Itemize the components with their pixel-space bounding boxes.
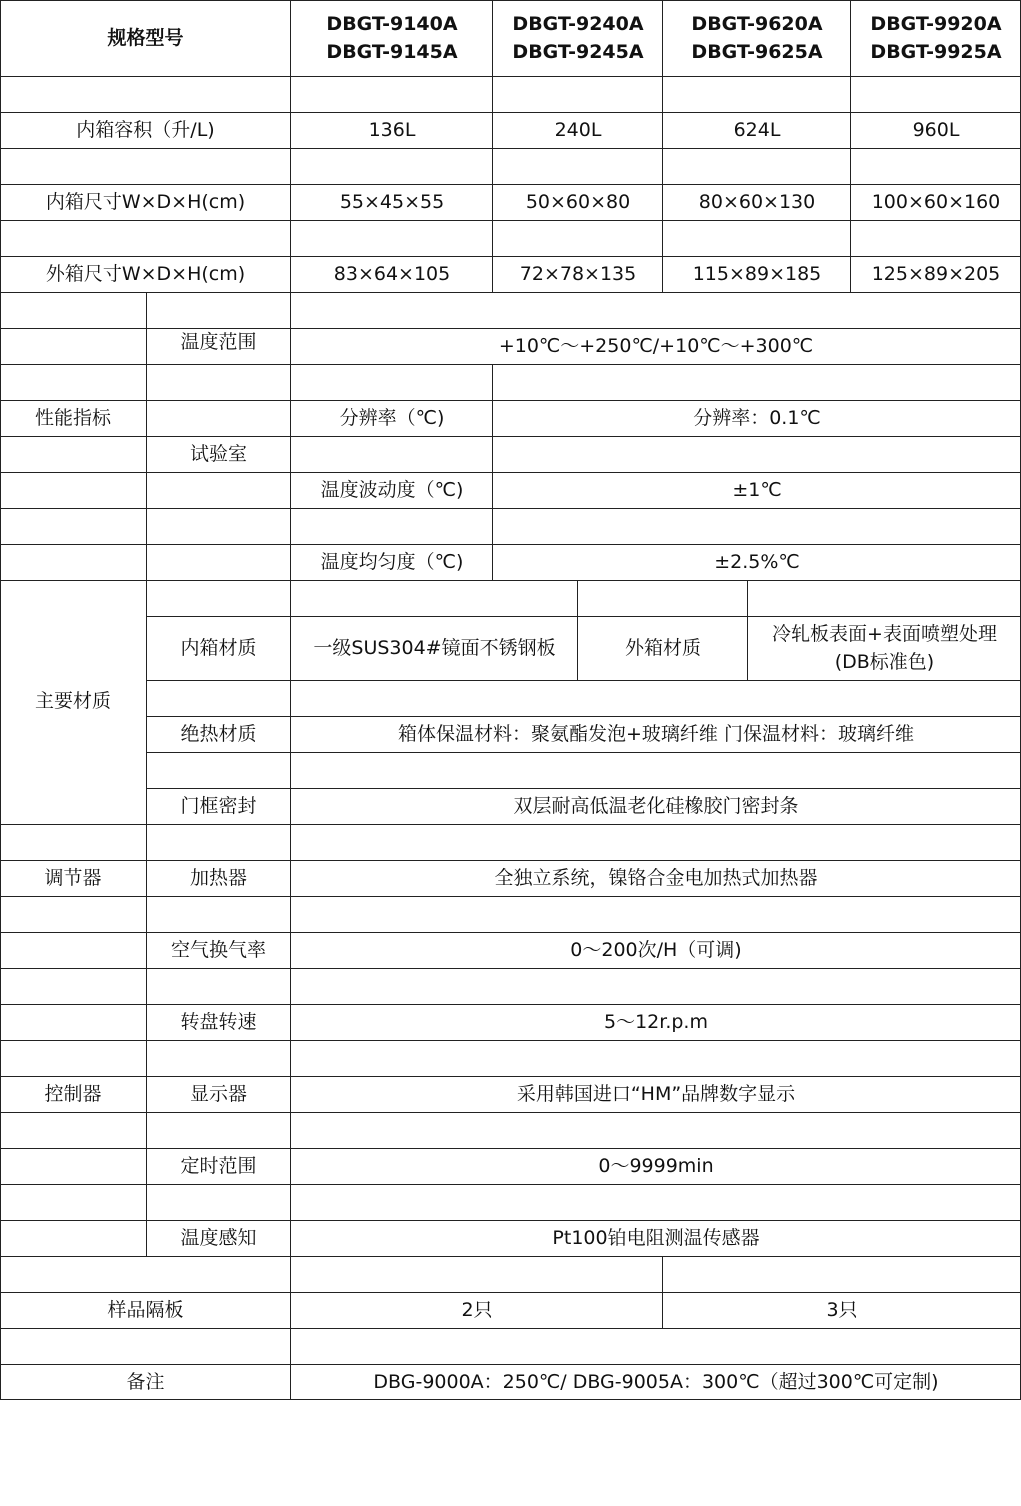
grid-line — [0, 1148, 1021, 1149]
inner-material-value: 一级SUS304#镜面不锈钢板 — [313, 637, 556, 659]
grid-line — [0, 1292, 1021, 1293]
grid-line — [0, 220, 1021, 221]
grid-line — [492, 364, 493, 580]
inner-size-value: 50×60×80 — [525, 191, 631, 213]
inner-material-label: 内箱材质 — [180, 637, 257, 659]
grid-line — [0, 1220, 1021, 1221]
grid-line — [0, 184, 1021, 185]
grid-line — [146, 716, 1021, 717]
grid-line — [290, 0, 291, 1400]
inner-size-label: 内箱尺寸W×D×H(cm) — [45, 191, 246, 213]
grid-line — [747, 580, 748, 680]
grid-line — [146, 616, 1021, 617]
sensor-label: 温度感知 — [180, 1227, 257, 1249]
insulation-value: 箱体保温材料：聚氨酯发泡+玻璃纤维 门保温材料：玻璃纤维 — [398, 723, 914, 745]
grid-line — [146, 292, 147, 1256]
grid-line — [0, 1112, 1021, 1113]
uniformity-label: 温度均匀度（℃) — [320, 551, 464, 573]
outer-material-label: 外箱材质 — [624, 637, 701, 659]
grid-line — [0, 400, 1021, 401]
display-label: 显示器 — [189, 1083, 247, 1105]
shelves-label: 样品隔板 — [107, 1299, 184, 1321]
outer-size-value: 125×89×205 — [871, 263, 1001, 285]
grid-line — [577, 580, 578, 680]
grid-line — [0, 112, 1021, 113]
grid-line — [0, 1364, 1021, 1365]
resolution-value: 分辨率：0.1℃ — [693, 407, 821, 429]
grid-line — [0, 256, 1021, 257]
grid-line — [0, 0, 1, 1400]
inner-size-value: 80×60×130 — [698, 191, 816, 213]
grid-line — [0, 472, 1021, 473]
inner-volume-value: 624L — [733, 119, 781, 141]
inner-size-value: 55×45×55 — [339, 191, 445, 213]
grid-line — [0, 824, 1021, 825]
grid-line — [0, 292, 1021, 293]
chamber-label: 试验室 — [189, 443, 247, 465]
temp-range-value: +10℃～+250℃/+10℃～+300℃ — [498, 335, 814, 357]
grid-line — [0, 328, 1021, 329]
grid-line — [0, 1184, 1021, 1185]
timer-value: 0～9999min — [598, 1155, 714, 1177]
inner-volume-value: 240L — [554, 119, 602, 141]
model-col-1: DBGT-9140A DBGT-9145A — [326, 13, 458, 63]
grid-line — [146, 752, 1021, 753]
grid-line — [0, 508, 1021, 509]
uniformity-value: ±2.5%℃ — [714, 551, 800, 573]
grid-line — [0, 1328, 1021, 1329]
grid-line — [662, 1256, 663, 1328]
turntable-value: 5～12r.p.m — [604, 1011, 708, 1033]
grid-line — [0, 1004, 1021, 1005]
fluctuation-value: ±1℃ — [732, 479, 782, 501]
heater-value: 全独立系统，镍铬合金电加热式加热器 — [494, 867, 818, 889]
outer-size-label: 外箱尺寸W×D×H(cm) — [45, 263, 246, 285]
grid-line — [850, 0, 851, 292]
remarks-value: DBG-9000A：250℃/ DBG-9005A：300℃（超过300℃可定制) — [373, 1371, 939, 1393]
timer-label: 定时范围 — [180, 1155, 257, 1177]
outer-size-value: 83×64×105 — [333, 263, 451, 285]
header-label: 规格型号 — [107, 27, 184, 49]
remarks-label: 备注 — [126, 1371, 165, 1393]
grid-line — [0, 1076, 1021, 1077]
grid-line — [0, 436, 1021, 437]
sensor-value: Pt100铂电阻测温传感器 — [552, 1227, 760, 1249]
heater-label: 加热器 — [189, 867, 247, 889]
grid-line — [0, 1399, 1021, 1400]
performance-label: 性能指标 — [34, 407, 111, 429]
shelves-value: 3只 — [826, 1299, 858, 1321]
inner-volume-label: 内箱容积（升/L) — [76, 119, 215, 141]
fluctuation-label: 温度波动度（℃) — [320, 479, 464, 501]
temp-range-label: 温度范围 — [180, 331, 257, 353]
seal-value: 双层耐高低温老化硅橡胶门密封条 — [513, 795, 799, 817]
shelves-value: 2只 — [461, 1299, 493, 1321]
grid-line — [0, 932, 1021, 933]
grid-line — [0, 860, 1021, 861]
resolution-label: 分辨率（℃) — [339, 407, 445, 429]
materials-label: 主要材质 — [34, 690, 111, 712]
inner-volume-value: 136L — [368, 119, 416, 141]
grid-line — [0, 76, 1021, 77]
grid-line — [0, 0, 1021, 1]
grid-line — [146, 788, 1021, 789]
air-exchange-value: 0～200次/H（可调) — [570, 939, 742, 961]
outer-material-value: 冷轧板表面+表面喷塑处理 (DB标准色) — [772, 623, 997, 673]
grid-line — [662, 0, 663, 292]
regulator-label: 调节器 — [44, 867, 102, 889]
outer-size-value: 72×78×135 — [519, 263, 637, 285]
grid-line — [0, 148, 1021, 149]
grid-line — [0, 896, 1021, 897]
seal-label: 门框密封 — [180, 795, 257, 817]
model-col-4: DBGT-9920A DBGT-9925A — [870, 13, 1002, 63]
turntable-label: 转盘转速 — [180, 1011, 257, 1033]
inner-size-value: 100×60×160 — [871, 191, 1001, 213]
grid-line — [0, 1256, 1021, 1257]
grid-line — [0, 1040, 1021, 1041]
grid-line — [0, 580, 1021, 581]
outer-size-value: 115×89×185 — [692, 263, 822, 285]
display-value: 采用韩国进口“HM”品牌数字显示 — [516, 1083, 796, 1105]
model-col-3: DBGT-9620A DBGT-9625A — [691, 13, 823, 63]
model-col-2: DBGT-9240A DBGT-9245A — [512, 13, 644, 63]
grid-line — [492, 0, 493, 292]
grid-line — [146, 680, 1021, 681]
grid-line — [0, 364, 1021, 365]
grid-line — [0, 544, 1021, 545]
inner-volume-value: 960L — [912, 119, 960, 141]
controller-label: 控制器 — [44, 1083, 102, 1105]
air-exchange-label: 空气换气率 — [170, 939, 266, 961]
insulation-label: 绝热材质 — [180, 723, 257, 745]
grid-line — [0, 968, 1021, 969]
